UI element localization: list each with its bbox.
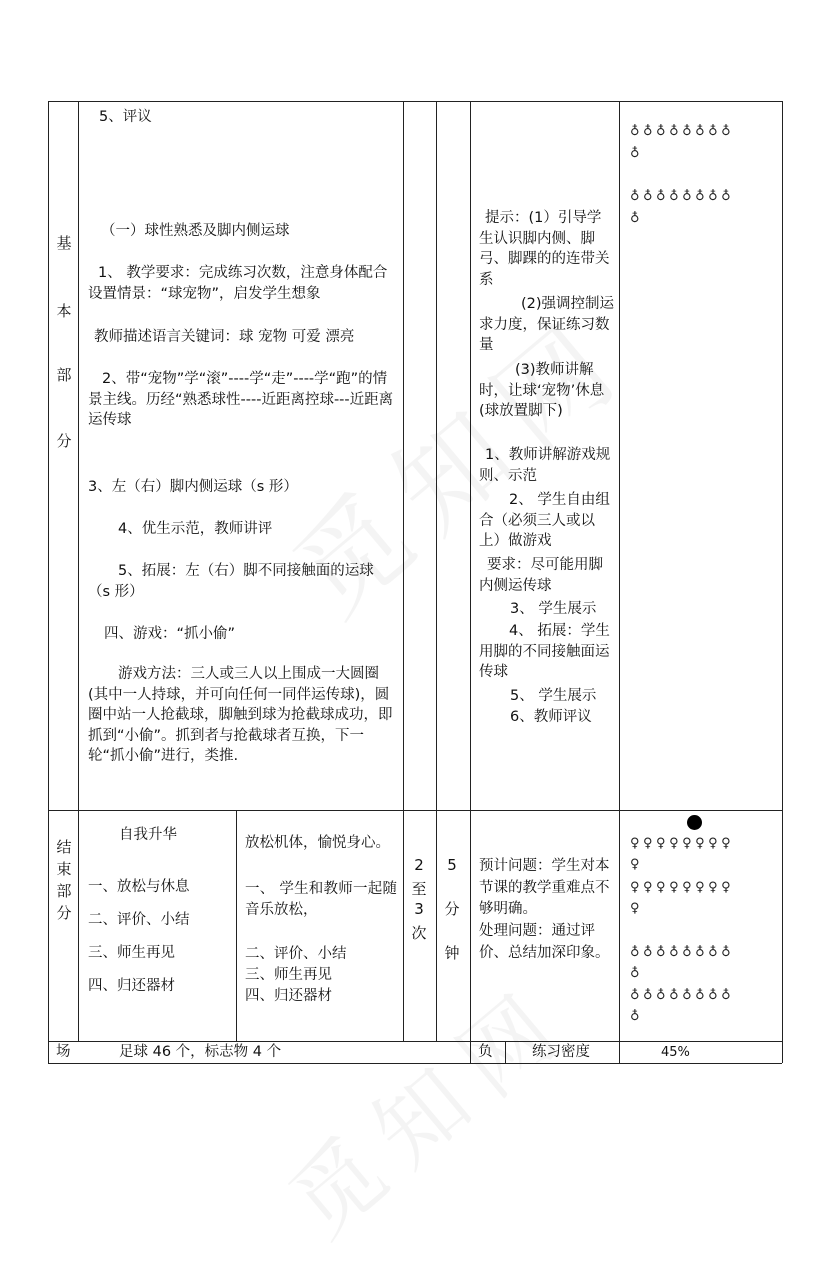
basic-section-label-1: 基	[56, 234, 72, 252]
teaching-requirement: 1、 教学要求：完成练习次数，注意身体配合设置情景：“球宠物”，启发学生想象	[88, 265, 388, 302]
end-title: 自我升华	[119, 827, 177, 843]
end-formation-row-1: ♀♀♀♀♀♀♀♀	[630, 836, 735, 851]
basic-section-label-2: 本	[56, 302, 72, 320]
load-label-divider	[505, 1041, 506, 1063]
expected-problem: 预计问题：学生对本节课的教学重难点不够明确。	[479, 858, 610, 917]
label-column-border	[78, 101, 79, 1041]
drill-heading: （一）球性熟悉及脚内侧运球	[101, 223, 290, 239]
duration-column-right	[470, 101, 471, 1063]
tip-3: (3)教师讲解时，让球‘宠物’休息(球放置脚下)	[479, 362, 605, 419]
game-step-3: 3、 学生展示	[510, 601, 597, 617]
game-step-1: 1、教师讲解游戏规则、示范	[479, 447, 611, 484]
times-column-right	[436, 101, 437, 1041]
game-method: 游戏方法：三人或三人以上围成一大圆圈(其中一人持球，并可向任何一同伴运传球)，圆圈中站一人抢截球，脚触到球为抢截球成功，即抓到“小偷”。抓到者与抢截球者互换，下一轮“抓小偷”进行，类推.	[88, 666, 393, 764]
end-formation-row-3-end: ♁	[630, 966, 644, 981]
tip-2: (2)强调控制运求力度，保证练习数量	[479, 296, 615, 353]
table-right-border	[782, 101, 783, 1063]
tips-column-right	[619, 101, 620, 1063]
end-formation-row-4-end: ♁	[630, 1009, 644, 1024]
formation-row-2-end: ♁	[630, 211, 644, 226]
table-bottom-border	[48, 1063, 782, 1064]
load-label: 负	[478, 1044, 493, 1060]
times-1: 2	[414, 856, 424, 874]
end-section-label-3: 部	[56, 882, 72, 900]
comment-item: 5、评议	[99, 109, 152, 125]
end-item-4: 四、归还器材	[88, 978, 175, 994]
duration-1: 5	[447, 856, 457, 874]
times-2: 至	[411, 880, 427, 898]
formation-row-2: ♁♁♁♁♁♁♁♁	[630, 189, 735, 204]
end-item-2: 二、评价、小结	[88, 912, 190, 928]
times-3: 3	[414, 900, 424, 918]
teacher-position-marker	[687, 815, 702, 830]
end-procedure-2: 二、评价、小结	[245, 946, 347, 962]
end-content-divider	[236, 810, 237, 1041]
end-formation-row-2: ♀♀♀♀♀♀♀♀	[630, 880, 735, 895]
end-section-label-4: 分	[56, 904, 72, 922]
tip-1: 提示：(1）引导学生认识脚内侧、脚弓、脚踝的的连带关系	[479, 210, 610, 288]
end-item-3: 三、师生再见	[88, 945, 175, 961]
scenario-plot: 2、带“宠物”学“滚”----学“走”----学“跑”的情景主线。历经“熟悉球性----近距离控球---近距离运传球	[88, 371, 394, 428]
end-procedure-4: 四、归还器材	[245, 988, 332, 1004]
density-value: 45%	[661, 1045, 690, 1060]
end-formation-row-2-end: ♀	[630, 901, 644, 916]
basic-section-label-4: 分	[56, 432, 72, 450]
basic-section-label-3: 部	[56, 366, 72, 384]
density-label: 练习密度	[532, 1044, 590, 1060]
game-step-5: 5、 学生展示	[510, 688, 597, 704]
game-requirement: 要求：尽可能用脚内侧运传球	[479, 557, 603, 594]
duration-3: 钟	[444, 944, 460, 962]
end-section-label-2: 束	[56, 860, 72, 878]
equipment-list: 足球 46 个，标志物 4 个	[119, 1044, 282, 1060]
times-column-left	[403, 101, 404, 1041]
problem-handling: 处理问题：通过评价、总结加深印象。	[479, 923, 610, 961]
section-divider	[48, 810, 782, 811]
table-top-border	[48, 101, 782, 102]
drill-item-5: 5、拓展：左（右）脚不同接触面的运球（s 形）	[88, 563, 374, 600]
end-item-1: 一、放松与休息	[88, 879, 190, 895]
formation-row-1-end: ♁	[630, 146, 644, 161]
venue-label: 场	[56, 1044, 71, 1060]
drill-item-4: 4、优生示范，教师讲评	[118, 521, 273, 537]
end-section-label-1: 结	[56, 838, 72, 856]
duration-2: 分	[444, 900, 460, 918]
end-procedure-1: 一、 学生和教师一起随音乐放松，	[245, 881, 397, 918]
end-formation-row-1-end: ♀	[630, 857, 644, 872]
game-step-4: 4、 拓展：学生用脚的不同接触面运传球	[479, 623, 610, 680]
times-4: 次	[411, 924, 427, 942]
teacher-keywords: 教师描述语言关键词：球 宠物 可爱 漂亮	[94, 329, 355, 345]
game-title: 四、游戏：“抓小偷”	[104, 626, 236, 642]
drill-item-3: 3、左（右）脚内侧运球（s 形）	[88, 479, 298, 495]
game-step-2: 2、 学生自由组合（必须三人或以上）做游戏	[479, 492, 610, 549]
end-procedure-3: 三、师生再见	[245, 967, 332, 983]
end-formation-row-3: ♁♁♁♁♁♁♁♁	[630, 945, 735, 960]
table-left-border	[48, 101, 49, 1063]
game-step-6: 6、教师评议	[510, 709, 592, 725]
end-goal: 放松机体，愉悦身心。	[245, 835, 390, 851]
formation-row-1: ♁♁♁♁♁♁♁♁	[630, 124, 735, 139]
end-formation-row-4: ♁♁♁♁♁♁♁♁	[630, 988, 735, 1003]
